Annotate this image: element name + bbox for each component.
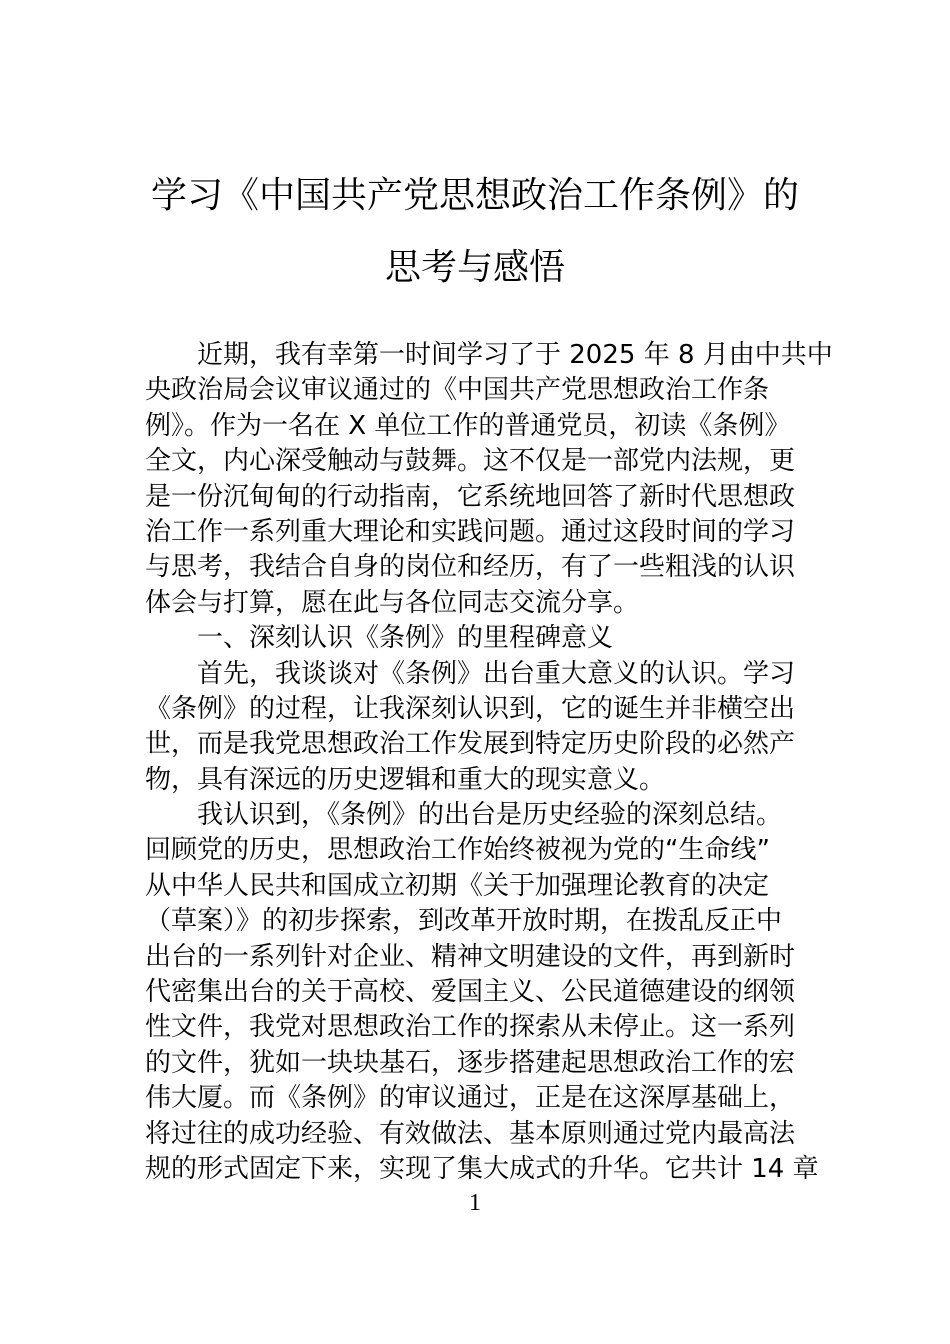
text-line: （草案）》的初步探索，到改革开放时期，在拨乱反正中	[145, 906, 783, 937]
text-line: 是一份沉甸甸的行动指南，它系统地回答了新时代思想政	[145, 481, 796, 512]
text-line: 首先，我谈谈对《条例》出台重大意义的认识。学习	[197, 658, 796, 689]
text-line: 治工作一系列重大理论和实践问题。通过这段时间的学习	[145, 516, 796, 547]
text-line: 近期，我有幸第一时间学习了于 2025 年 8 月由中共中	[197, 340, 833, 370]
text-line: 世，而是我党思想政治工作发展到特定历史阶段的必然产	[145, 729, 796, 760]
text-line: 与思考，我结合自身的岗位和经历，有了一些粗浅的认识	[145, 552, 796, 583]
text-line: 规的形式固定下来，实现了集大成式的升华。它共计 14 章	[145, 1153, 819, 1184]
text-line: 《条例》的过程，让我深刻认识到，它的诞生并非横空出	[145, 693, 796, 724]
text-line: 回顾党的历史，思想政治工作始终被视为党的“生命线”	[145, 835, 770, 866]
text-line: 体会与打算，愿在此与各位同志交流分享。	[145, 587, 640, 618]
text-line: 代密集出台的关于高校、爱国主义、公民道德建设的纲领	[145, 977, 796, 1008]
section-heading: 一、深刻认识《条例》的里程碑意义	[197, 623, 614, 654]
title-line-2: 思考与感悟	[384, 247, 565, 288]
text-line: 我认识到，《条例》的出台是历史经验的深刻总结。	[197, 800, 783, 831]
text-line: 全文，内心深受触动与鼓舞。这不仅是一部党内法规，更	[145, 446, 796, 477]
text-line: 例》。作为一名在 X 单位工作的普通党员，初读《条例》	[145, 410, 791, 441]
title-line-1: 学习《中国共产党思想政治工作条例》的	[150, 175, 799, 216]
text-line: 从中华人民共和国成立初期《关于加强理论教育的决定	[145, 870, 770, 901]
text-line: 将过往的成功经验、有效做法、基本原则通过党内最高法	[145, 1118, 796, 1149]
text-line: 性文件，我党对思想政治工作的探索从未停止。这一系列	[145, 1012, 796, 1043]
text-line: 伟大厦。而《条例》的审议通过，正是在这深厚基础上，	[145, 1083, 796, 1114]
page-number: 1	[469, 1190, 481, 1216]
text-line: 出台的一系列针对企业、精神文明建设的文件，再到新时	[145, 941, 796, 972]
text-line: 物，具有深远的历史逻辑和重大的现实意义。	[145, 764, 666, 795]
body-text	[145, 338, 833, 1187]
text-line: 央政治局会议审议通过的《中国共产党思想政治工作条	[145, 375, 770, 406]
text-line: 的文件，犹如一块块基石，逐步搭建起思想政治工作的宏	[145, 1047, 796, 1078]
